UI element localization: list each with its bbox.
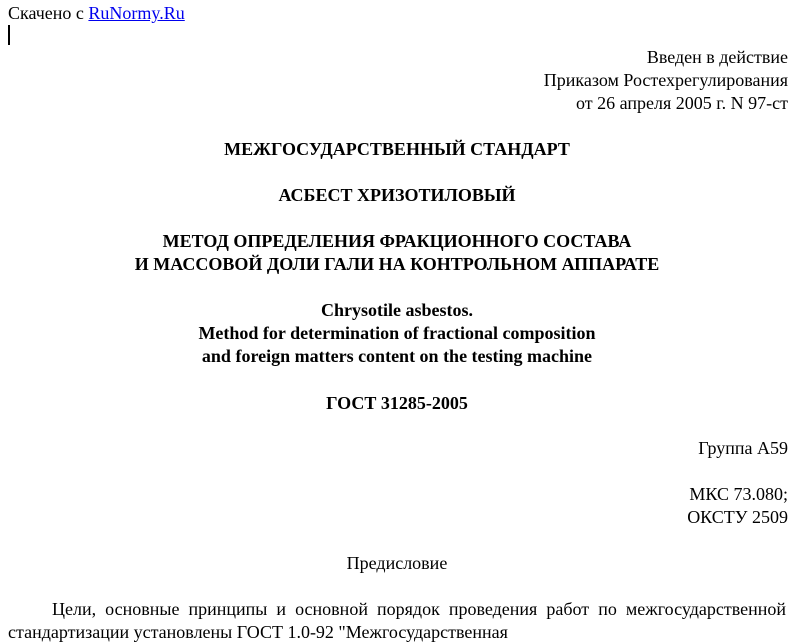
method-heading-line: И МАССОВОЙ ДОЛИ ГАЛИ НА КОНТРОЛЬНОМ АППАРАТЕ [134,254,660,274]
group-code: Группа А59 [698,438,788,458]
mks-code: МКС 73.080; [689,484,788,504]
english-title-line: and foreign matters content on the testing machine [201,346,593,366]
enactment-note [544,46,788,115]
english-title [0,299,794,368]
gost-number: ГОСТ 31285-2005 [326,393,468,413]
method-heading-line: МЕТОД ОПРЕДЕЛЕНИЯ ФРАКЦИОННОГО СОСТАВА [162,231,632,251]
enactment-line: Введен в действие [646,47,788,67]
runormy-link[interactable]: RuNormy.Ru [88,3,185,23]
standard-name-heading: АСБЕСТ ХРИЗОТИЛОВЫЙ [278,185,516,205]
english-title-line: Chrysotile asbestos. [321,300,473,320]
text-cursor [8,25,10,45]
preface-heading: Предисловие [346,553,448,573]
english-title-line: Method for determination of fractional composition [198,323,596,343]
classification-codes [687,483,788,529]
enactment-line: от 26 апреля 2005 г. N 97-ст [576,93,788,113]
preface-paragraph: Цели, основные принципы и основной порядок проведения работ по межгосударственной стандартизации установлены ГОСТ 1.0-92 "Межгосударственная [8,599,786,642]
okstu-code: ОКСТУ 2509 [687,507,788,527]
enactment-line: Приказом Ростехрегулирования [543,70,788,90]
source-line [8,3,185,23]
source-prefix: Скачено с [8,3,89,23]
method-heading [0,230,794,276]
standard-type-heading: МЕЖГОСУДАРСТВЕННЫЙ СТАНДАРТ [224,139,570,159]
